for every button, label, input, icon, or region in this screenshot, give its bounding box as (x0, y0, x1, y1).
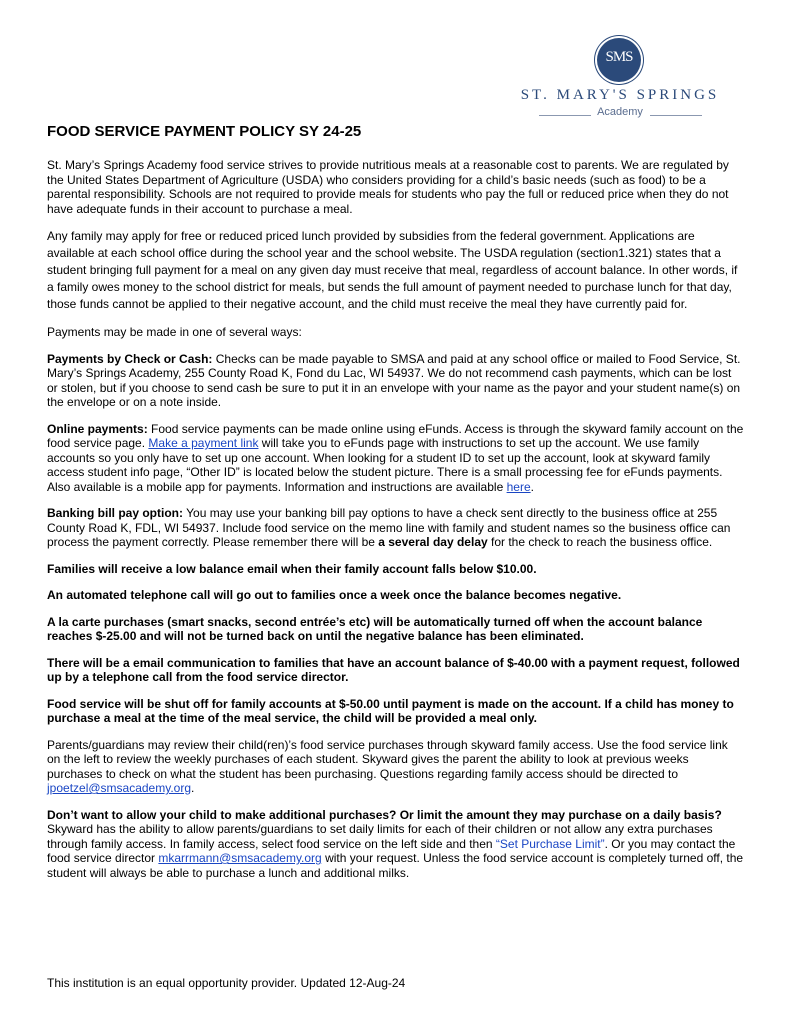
review-text: Parents/guardians may review their child(ren)’s food service purchases through skyward family access. Use the food service link on the left to review the weekly purchases of each student. Skyward gives the parent the ability to look at previous weeks purchases to check on what the student has been purchasing. Questions regarding family access should be directed to (47, 737, 728, 781)
intro-paragraph: St. Mary’s Springs Academy food service strives to provide nutritious meals at a reasonable cost to parents. We are regulated by the United States Department of Agriculture (USDA) who considers providing for a child’s basic needs (such as food) to be a parental responsibility. Schools are not required to provide meals for students who pay the full or reduced price when they do not have adequate funds in their account to purchase a meal. (47, 158, 729, 216)
review-end: . (191, 781, 195, 795)
limit-text-1: Skyward has the ability to allow parents/guardians to set daily limits for each of their children or not allow any extra purchases through family access. In family access, select food service on the left side and then (47, 822, 713, 851)
low-balance-notice: Families will receive a low balance email when their family account falls below $10.00. (47, 561, 537, 576)
online-payments-paragraph (47, 422, 744, 495)
bill-pay-text-1: You may use your banking bill pay options to have a check sent directly to the business office at 255 County Road K, FDL, WI 54937. Include food service on the memo line with family and student names so the business office can process the payment correctly. Please remember there will be (47, 506, 731, 549)
jpoetzel-email-link[interactable]: jpoetzel@smsacademy.org (47, 781, 192, 795)
footer-note: This institution is an equal opportunity provider. Updated 12-Aug-24 (47, 976, 406, 990)
logo-divider-right (650, 115, 702, 116)
mkarrmann-email-link[interactable]: mkarrmann@smsacademy.org (158, 851, 322, 865)
online-text-3: . (530, 479, 534, 494)
instructions-here-link[interactable]: here (506, 479, 531, 494)
shutoff-notice: Food service will be shut off for family accounts at $-50.00 until payment is made on the account. If a child has money to purchase a meal at the time of the meal service, the child will be provided a meal only. (47, 696, 734, 725)
policy-body (47, 158, 744, 892)
purchase-limit-question: Don’t want to allow your child to make additional purchases? Or limit the amount they may purchase on a daily basis? (47, 807, 722, 822)
online-payments-label: Online payments: (47, 421, 148, 436)
online-text-2: will take you to eFunds page with instructions to set up the account. We use family accounts so you only have to set up one account. When looking for a student ID to set up the account, look at skyward family access student info page, “Other ID” is located below the student picture. There is a small processing fee for eFunds payments. Also available is a mobile app for payments. Information and instructions are available (47, 436, 723, 494)
payment-methods-intro: Payments may be made in one of several ways: (47, 325, 302, 339)
check-cash-text: Checks can be made payable to SMSA and paid at any school office or mailed to Food Service, St. Mary’s Springs Academy, 255 County Road K, Fond du Lac, WI 54937. We do not recommend cash payments, which can be lost or stolen, but if you choose to send cash be sure to put it in an envelope with your name as the payor and your student name(s) on the envelope or on a note inside. (47, 351, 741, 409)
make-payment-link[interactable]: Make a payment link (148, 436, 259, 450)
school-logo (500, 30, 740, 125)
logo-academy: Academy (597, 106, 643, 118)
bill-pay-label: Banking bill pay option: (47, 506, 183, 520)
purchase-limit-paragraph (47, 808, 744, 881)
logo-monogram: SMS (605, 49, 633, 65)
check-cash-paragraph (47, 352, 744, 410)
online-text-1: Food service payments can be made online using eFunds. Access is through the skyward family account on the food service page. (47, 421, 744, 450)
email-communication-notice: There will be a email communication to families that have an account balance of $-40.00 with a payment request, followed up by a telephone call from the food service director. (47, 655, 740, 684)
a-la-carte-notice: A la carte purchases (smart snacks, second entrée’s etc) will be automatically turned off when the account balance reaches $-25.00 and will not be turned back on until the negative balance has been eliminated. (47, 614, 703, 643)
limit-text-3: with your request. Unless the food service account is completely turned off, the student will always be able to purchase a lunch and additional milks. (47, 851, 744, 880)
check-cash-label: Payments by Check or Cash: (47, 351, 213, 366)
page-title: FOOD SERVICE PAYMENT POLICY SY 24-25 (47, 123, 362, 140)
logo-school-name: ST. MARY'S SPRINGS (520, 87, 720, 103)
limit-text-2: . Or you may contact the food service director (47, 836, 736, 865)
bill-pay-delay: a several day delay (378, 535, 488, 549)
free-reduced-paragraph: Any family may apply for free or reduced priced lunch provided by subsidies from the federal government. Applications are available at each school office during the school year and the school website. The USDA regulation (section1.321) states that a student bringing full payment for a meal on any given day must receive that meal, regardless of account balance. In other words, if a family owes money to the school district for meals, but sends the full amount of payment needed to purchase lunch for that day, those funds cannot be applied to their negative account, and the child must receive the meal they have currently paid for. (47, 229, 738, 311)
negative-call-notice: An automated telephone call will go out to families once a week once the balance becomes negative. (47, 588, 622, 602)
set-purchase-limit-label: “Set Purchase Limit” (495, 836, 605, 851)
bill-pay-text-2: for the check to reach the business office. (487, 535, 713, 549)
review-purchases-paragraph (47, 738, 744, 796)
bill-pay-paragraph (47, 506, 744, 550)
